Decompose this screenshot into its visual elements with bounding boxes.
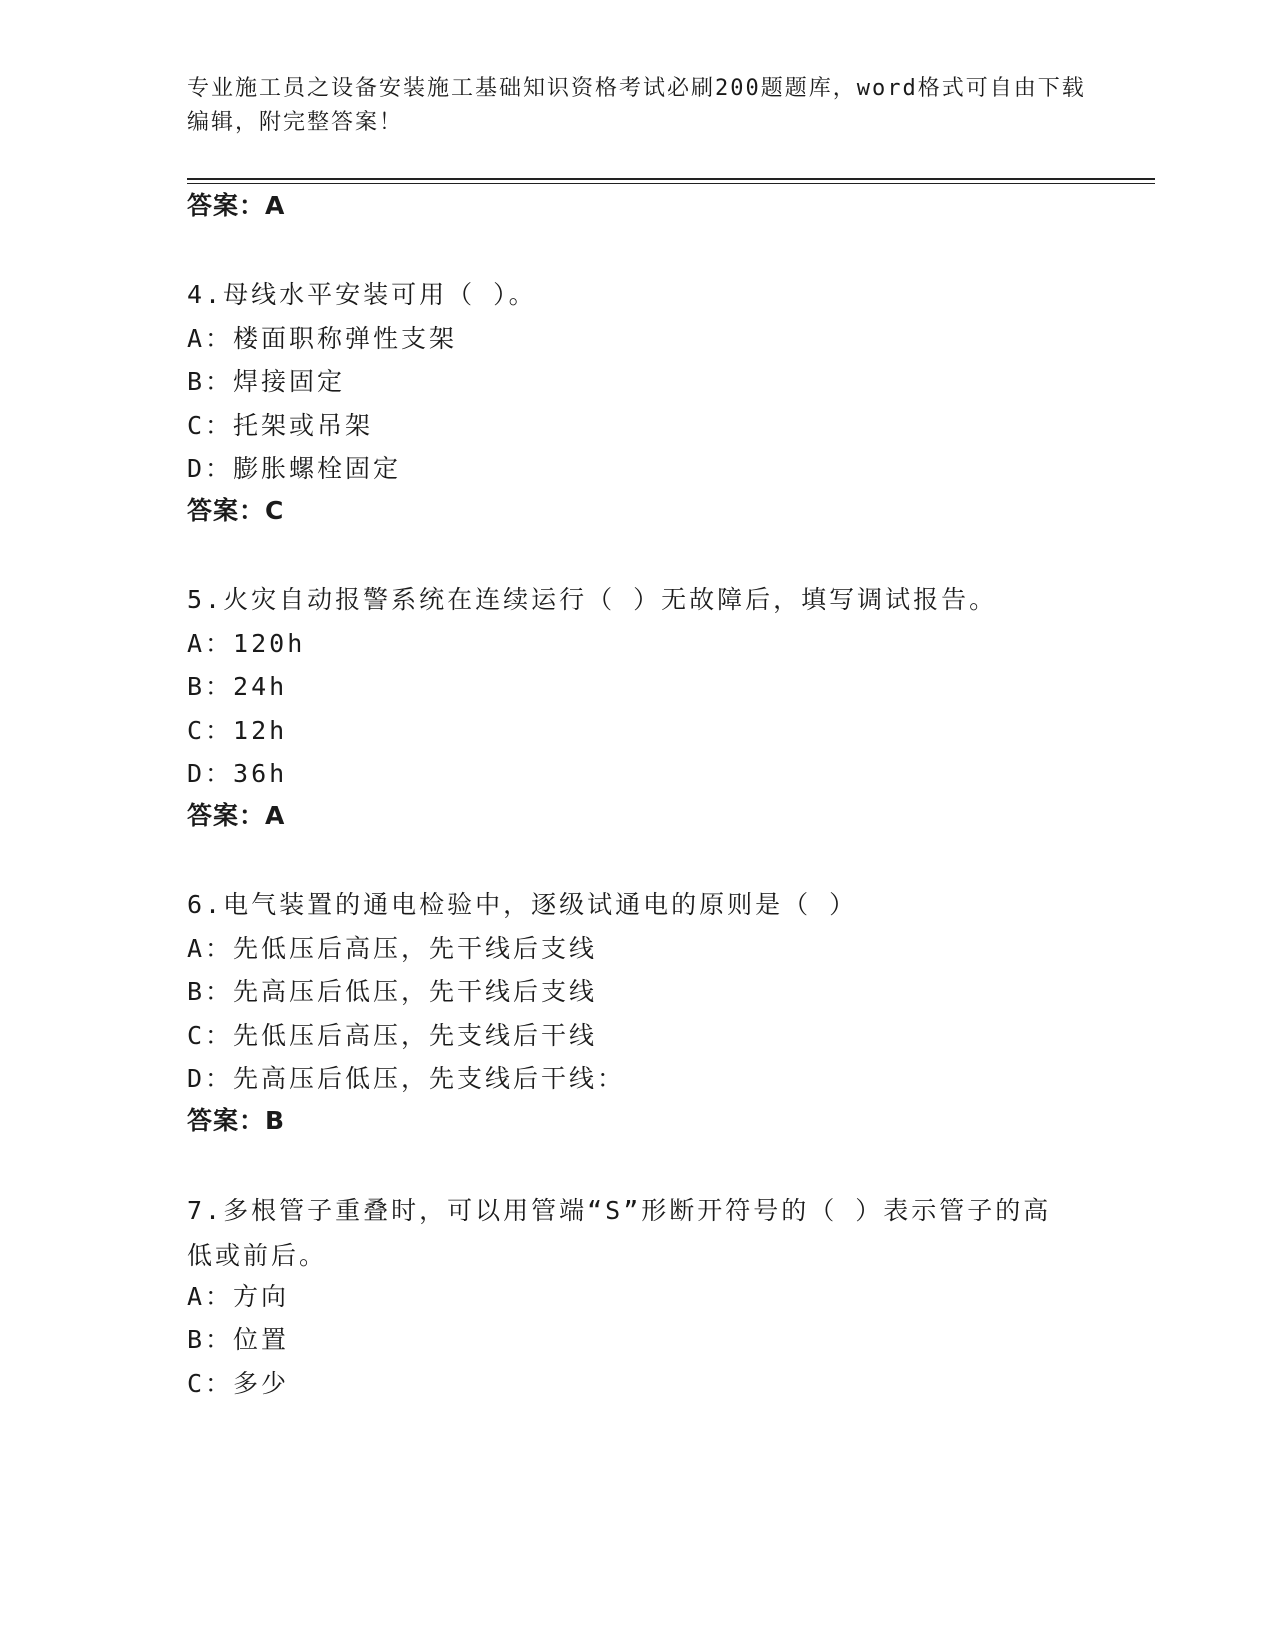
option-5c: C：12h bbox=[187, 716, 288, 745]
question-4: 4.母线水平安装可用（ ）。 bbox=[187, 280, 537, 309]
answer-4: 答案：C bbox=[187, 496, 285, 525]
header-divider bbox=[187, 178, 1155, 180]
document-header: 专业施工员之设备安装施工基础知识资格考试必刷200题题库，word格式可自由下载编辑，附完整答案！ bbox=[187, 76, 1086, 135]
answer-5: 答案：A bbox=[187, 801, 286, 830]
answer-previous: 答案：A bbox=[187, 191, 286, 220]
option-7c: C：多少 bbox=[187, 1369, 290, 1398]
question-6: 6.电气装置的通电检验中，逐级试通电的原则是（ ） bbox=[187, 890, 858, 919]
question-7: 7.多根管子重叠时，可以用管端“S”形断开符号的（ ）表示管子的高低或前后。 bbox=[187, 1196, 1052, 1270]
option-4a: A：楼面职称弹性支架 bbox=[187, 324, 458, 353]
option-7b: B：位置 bbox=[187, 1325, 290, 1354]
option-6a: A：先低压后高压，先干线后支线 bbox=[187, 934, 598, 963]
option-6c: C：先低压后高压，先支线后干线 bbox=[187, 1021, 598, 1050]
answer-6: 答案：B bbox=[187, 1106, 286, 1135]
option-6b: B：先高压后低压，先干线后支线 bbox=[187, 977, 598, 1006]
option-5d: D：36h bbox=[187, 759, 288, 788]
option-6d: D：先高压后低压，先支线后干线： bbox=[187, 1064, 626, 1093]
option-4d: D：膨胀螺栓固定 bbox=[187, 454, 402, 483]
question-5: 5.火灾自动报警系统在连续运行（ ）无故障后，填写调试报告。 bbox=[187, 585, 998, 614]
option-5a: A：120h bbox=[187, 629, 306, 658]
option-5b: B：24h bbox=[187, 672, 288, 701]
header-divider-thin bbox=[187, 183, 1155, 184]
option-4b: B：焊接固定 bbox=[187, 367, 346, 396]
option-7a: A：方向 bbox=[187, 1282, 290, 1311]
option-4c: C：托架或吊架 bbox=[187, 411, 374, 440]
